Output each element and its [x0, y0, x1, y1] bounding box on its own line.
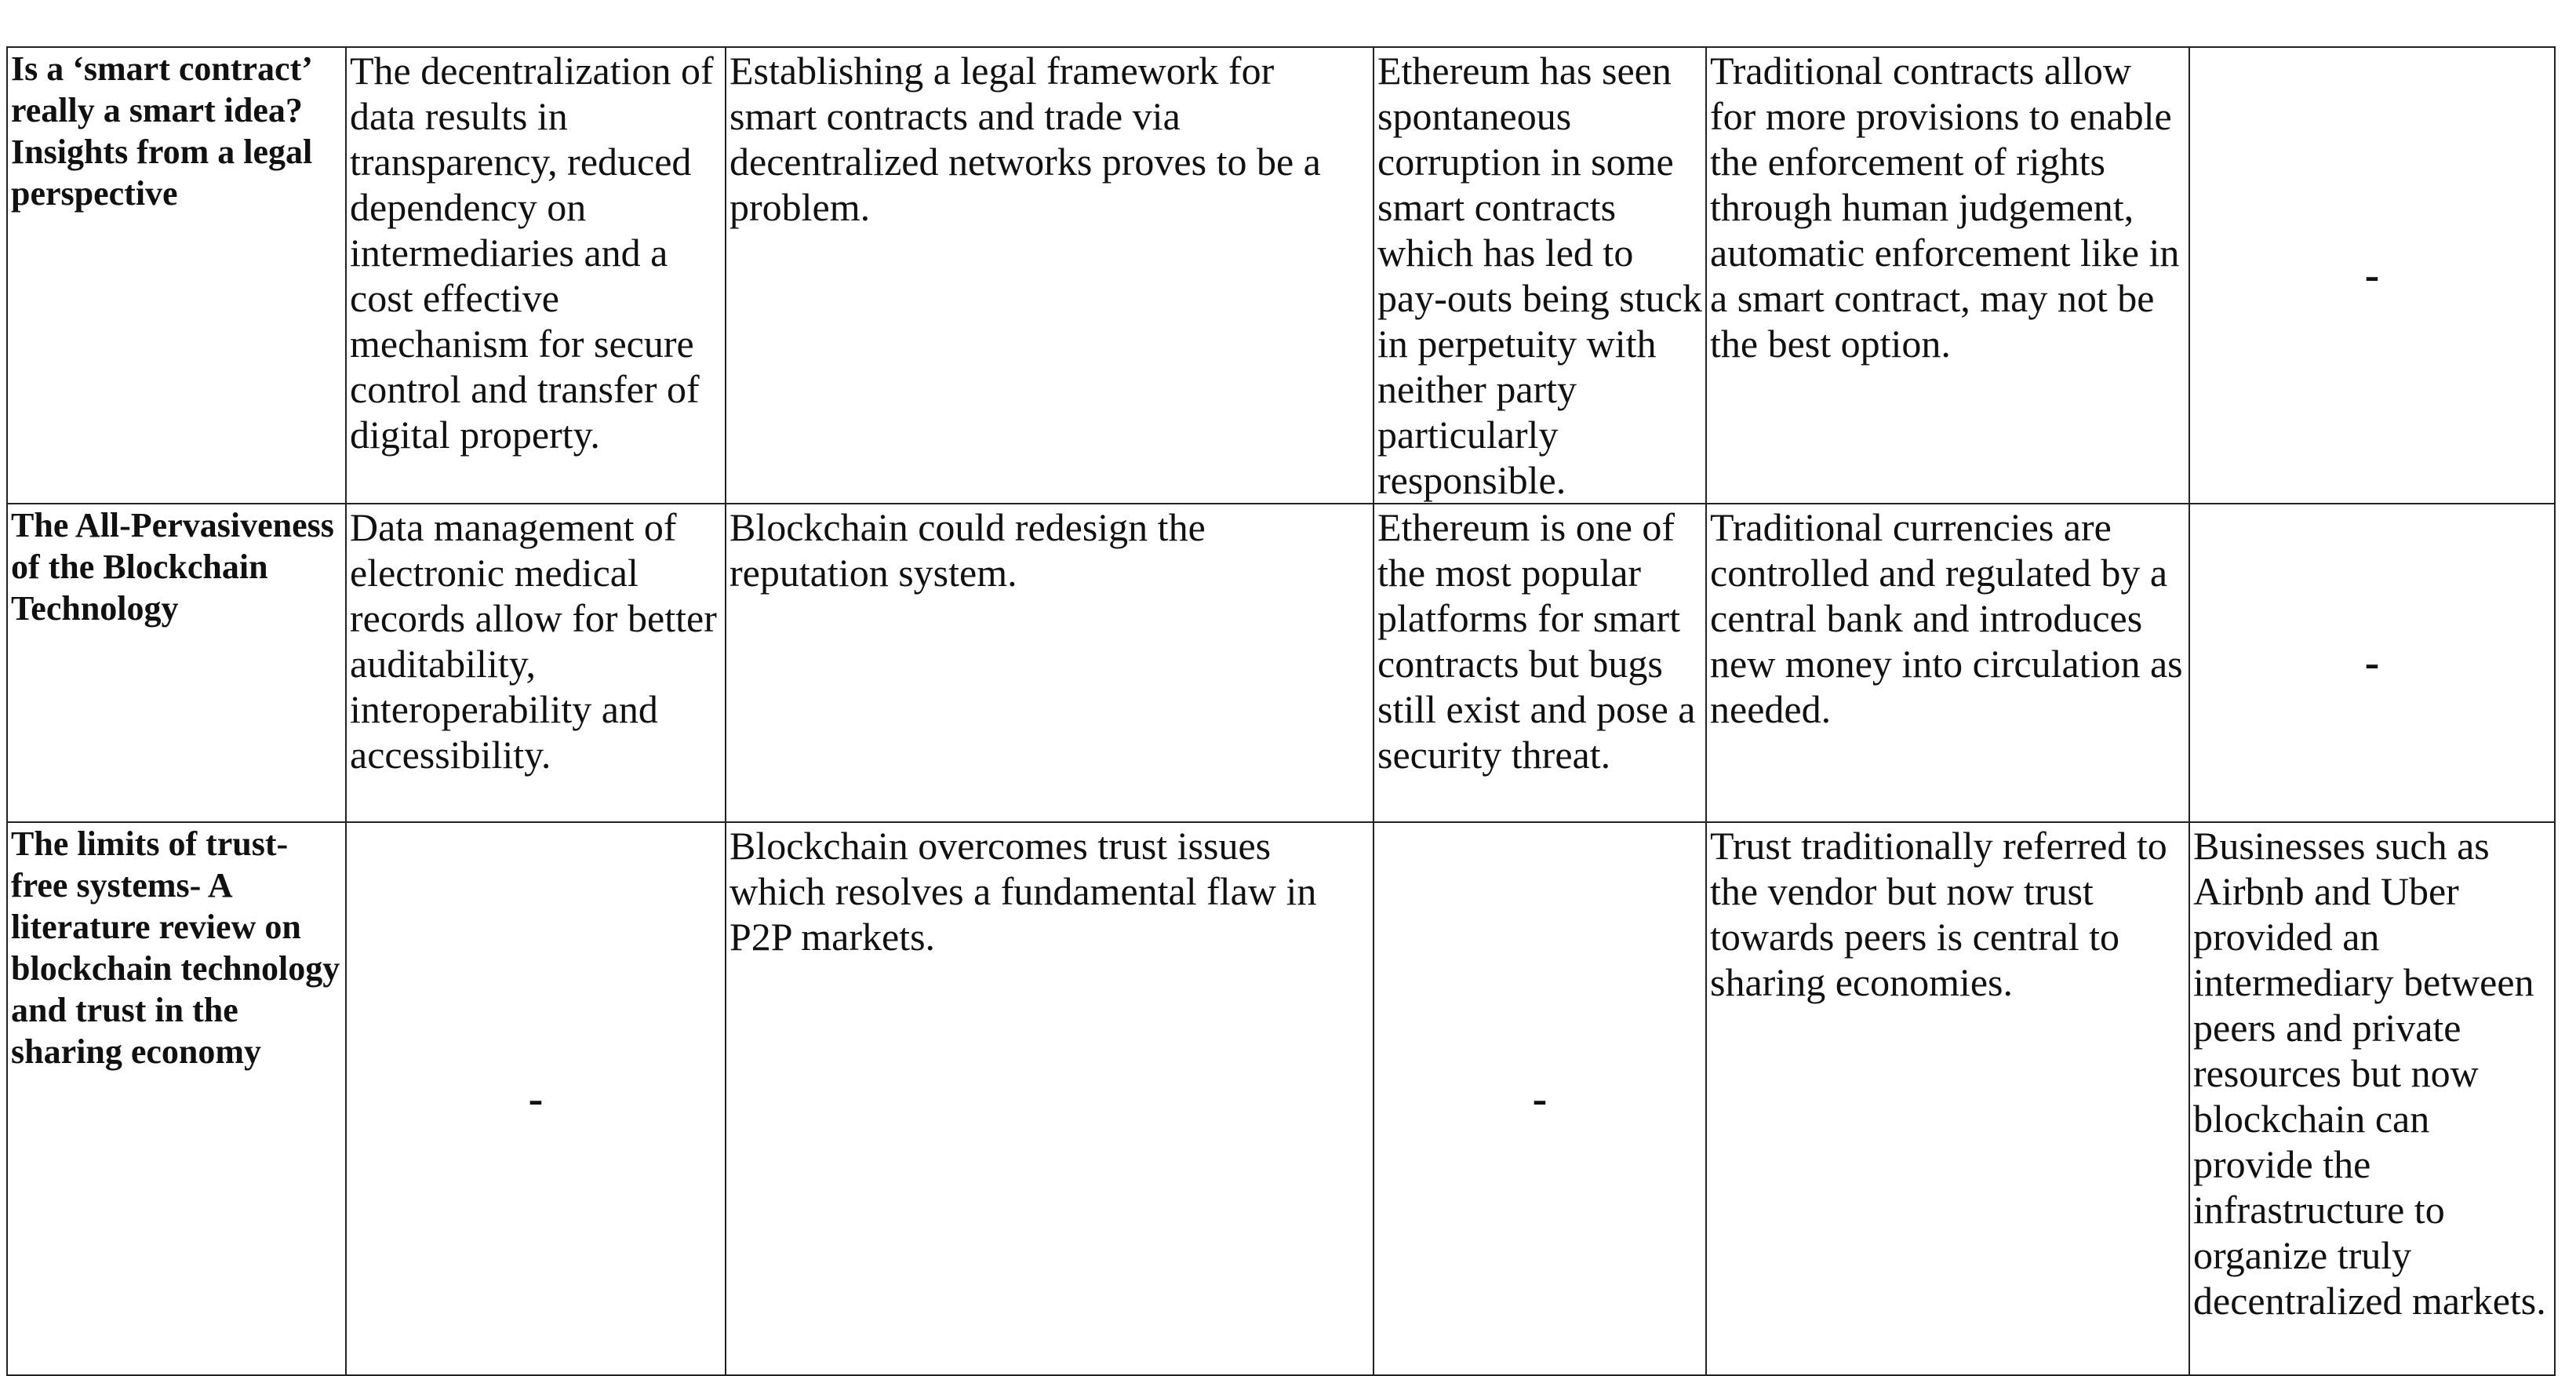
literature-table — [6, 46, 2556, 1376]
table-cell: Blockchain could redesign the reputation system. — [726, 504, 1374, 822]
table-cell: Establishing a legal framework for smart contracts and trade via decentralized networks proves to be a problem. — [726, 47, 1374, 504]
table-cell: Ethereum has seen spontaneous corruption in some smart contracts which has led to pay-outs being stuck in perpetuity with neither party particularly responsible. — [1374, 47, 1706, 504]
table-cell: Businesses such as Airbnb and Uber provided an intermediary between peers and private resources but now blockchain can provide the infrastructure to organize truly decentralized markets. — [2189, 822, 2555, 1375]
table-cell: Blockchain overcomes trust issues which resolves a fundamental flaw in P2P markets. — [726, 822, 1374, 1375]
table-cell: Traditional currencies are controlled and regulated by a central bank and introduces new money into circulation as needed. — [1706, 504, 2189, 822]
table-cell: Trust traditionally referred to the vendor but now trust towards peers is central to sharing economies. — [1706, 822, 2189, 1375]
paper-title-cell: Is a ‘smart contract’ really a smart idea? Insights from a legal perspective — [7, 47, 346, 504]
table-cell: Traditional contracts allow for more provisions to enable the enforcement of rights through human judgement, automatic enforcement like in a smart contract, may not be the best option. — [1706, 47, 2189, 504]
table-row — [7, 822, 2555, 1375]
table-cell: The decentralization of data results in transparency, reduced dependency on intermediaries and a cost effective mechanism for secure control and transfer of digital property. — [346, 47, 726, 504]
table-row — [7, 47, 2555, 504]
table-cell: Data management of electronic medical records allow for better auditability, interoperability and accessibility. — [346, 504, 726, 822]
table-row — [7, 504, 2555, 822]
empty-cell-dash: - — [1374, 822, 1706, 1375]
paper-title-cell: The All-Pervasiveness of the Blockchain Technology — [7, 504, 346, 822]
empty-cell-dash: - — [2189, 47, 2555, 504]
empty-cell-dash: - — [346, 822, 726, 1375]
empty-cell-dash: - — [2189, 504, 2555, 822]
paper-title-cell: The limits of trust-free systems- A literature review on blockchain technology and trust in the sharing economy — [7, 822, 346, 1375]
table-cell: Ethereum is one of the most popular platforms for smart contracts but bugs still exist and pose a security threat. — [1374, 504, 1706, 822]
